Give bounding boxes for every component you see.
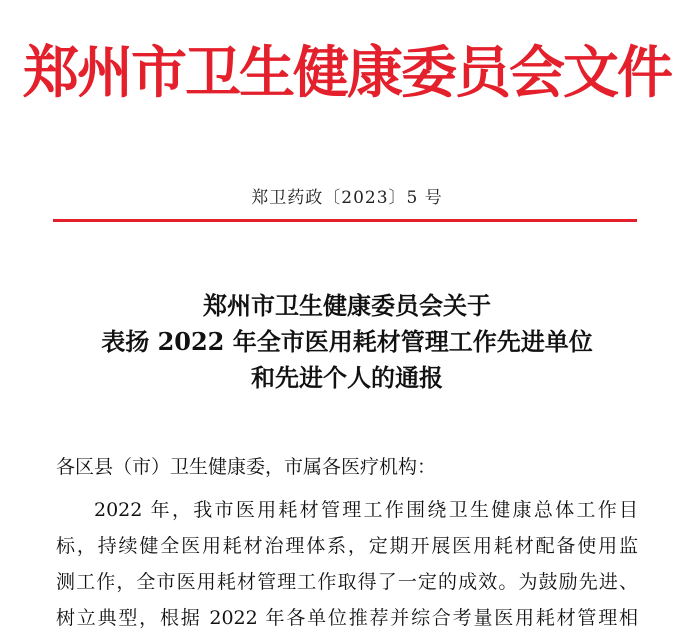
body-line: 测工作，全市医用耗材管理工作取得了一定的成效。为鼓励先进、 (56, 571, 638, 593)
notice-title-line-3: 和先进个人的通报 (251, 363, 443, 392)
body-line: 标，持续健全医用耗材治理体系，定期开展医用耗材配备使用监 (56, 535, 638, 557)
document-header-title: 郑州市卫生健康委员会文件 (23, 40, 671, 106)
document-number: 郑卫药政〔2023〕5 号 (251, 188, 443, 208)
body-line: 树立典型，根据 2022 年各单位推荐并综合考量医用耗材管理相 (56, 607, 638, 629)
notice-title (0, 288, 694, 396)
body-line: 2022 年，我市医用耗材管理工作围绕卫生健康总体工作目 (94, 499, 638, 521)
salutation: 各区县（市）卫生健康委，市属各医疗机构： (56, 456, 437, 478)
header-red-divider (53, 219, 637, 222)
body-paragraph (56, 492, 638, 636)
notice-title-line-2: 表扬 2022 年全市医用耗材管理工作先进单位 (101, 327, 593, 356)
notice-title-line-1: 郑州市卫生健康委员会关于 (203, 291, 491, 320)
